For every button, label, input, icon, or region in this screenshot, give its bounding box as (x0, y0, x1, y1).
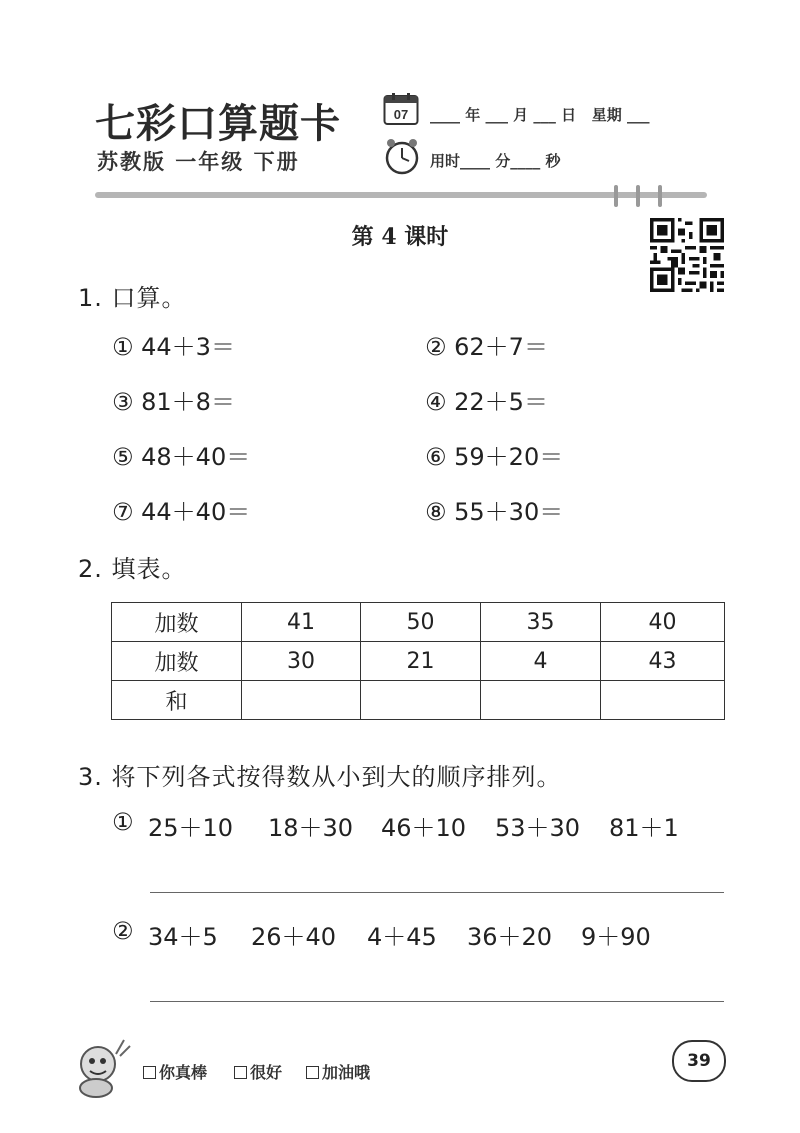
q3-expression: 53＋30 (495, 814, 581, 842)
edition-label: 苏教版 一年级 下册 (97, 150, 300, 174)
q1-item: ② 62＋7＝ (425, 333, 548, 361)
binder-ring (636, 185, 640, 207)
q3-expression: 36＋20 (467, 923, 553, 951)
q1-item: ⑧ 55＋30＝ (425, 498, 564, 526)
group-marker: ② (112, 917, 134, 945)
calendar-icon (383, 92, 419, 126)
table-cell: 35 (481, 603, 601, 642)
q3-expression: 81＋1 (609, 814, 679, 842)
answer-cell[interactable] (361, 681, 481, 720)
rating-option[interactable] (306, 1060, 370, 1083)
alarm-clock-icon (382, 136, 422, 176)
mascot-icon (70, 1030, 140, 1100)
binder-ring (614, 185, 618, 207)
table-row (112, 642, 725, 681)
q3-expression: 34＋5 (148, 923, 218, 951)
table-cell: 43 (601, 642, 725, 681)
group-marker: ① (112, 808, 134, 836)
rating-option[interactable] (234, 1060, 282, 1083)
table-cell: 30 (242, 642, 361, 681)
question-1-heading: 1. 口算。 (78, 284, 187, 312)
table-cell: 21 (361, 642, 481, 681)
table-row (112, 603, 725, 642)
q1-item: ① 44＋3＝ (112, 333, 235, 361)
rating-label: 你真棒 (159, 1063, 208, 1082)
table-row (112, 681, 725, 720)
row-label: 加数 (112, 642, 242, 681)
lesson-title: 第 4 课时 (351, 224, 449, 250)
answer-cell[interactable] (481, 681, 601, 720)
table-cell: 50 (361, 603, 481, 642)
calendar-day: 07 (393, 107, 409, 122)
brand-logo: 七彩口算题卡 (95, 101, 341, 147)
checkbox-icon[interactable] (143, 1066, 156, 1079)
rating-option[interactable] (143, 1060, 207, 1083)
q1-item: ⑦ 44＋40＝ (112, 498, 251, 526)
table-cell: 41 (242, 603, 361, 642)
addition-table (111, 602, 725, 720)
q1-item: ⑤ 48＋40＝ (112, 443, 251, 471)
q3-expression: 18＋30 (268, 814, 354, 842)
q3-expression: 25＋10 (148, 814, 234, 842)
q1-item: ④ 22＋5＝ (425, 388, 548, 416)
row-label: 和 (112, 681, 242, 720)
time-line: 用时____ 分____ 秒 (430, 152, 561, 170)
question-2-heading: 2. 填表。 (78, 555, 187, 583)
q3-expression: 4＋45 (367, 923, 437, 951)
q1-item: ③ 81＋8＝ (112, 388, 235, 416)
question-3-heading: 3. 将下列各式按得数从小到大的顺序排列。 (78, 763, 562, 791)
checkbox-icon[interactable] (234, 1066, 247, 1079)
rating-label: 很好 (250, 1063, 283, 1082)
table-cell: 4 (481, 642, 601, 681)
answer-line[interactable] (150, 892, 724, 893)
q3-expression: 26＋40 (251, 923, 337, 951)
date-line: ____ 年 ___ 月 ___ 日 星期 ___ (430, 106, 650, 124)
table-cell: 40 (601, 603, 725, 642)
answer-cell[interactable] (242, 681, 361, 720)
q3-expression: 46＋10 (381, 814, 467, 842)
q1-item: ⑥ 59＋20＝ (425, 443, 564, 471)
binder-ring (658, 185, 662, 207)
rating-label: 加油哦 (322, 1063, 371, 1082)
page-number: 39 (672, 1040, 726, 1082)
answer-cell[interactable] (601, 681, 725, 720)
qr-code-icon (650, 218, 724, 292)
checkbox-icon[interactable] (306, 1066, 319, 1079)
row-label: 加数 (112, 603, 242, 642)
q3-expression: 9＋90 (581, 923, 651, 951)
answer-line[interactable] (150, 1001, 724, 1002)
